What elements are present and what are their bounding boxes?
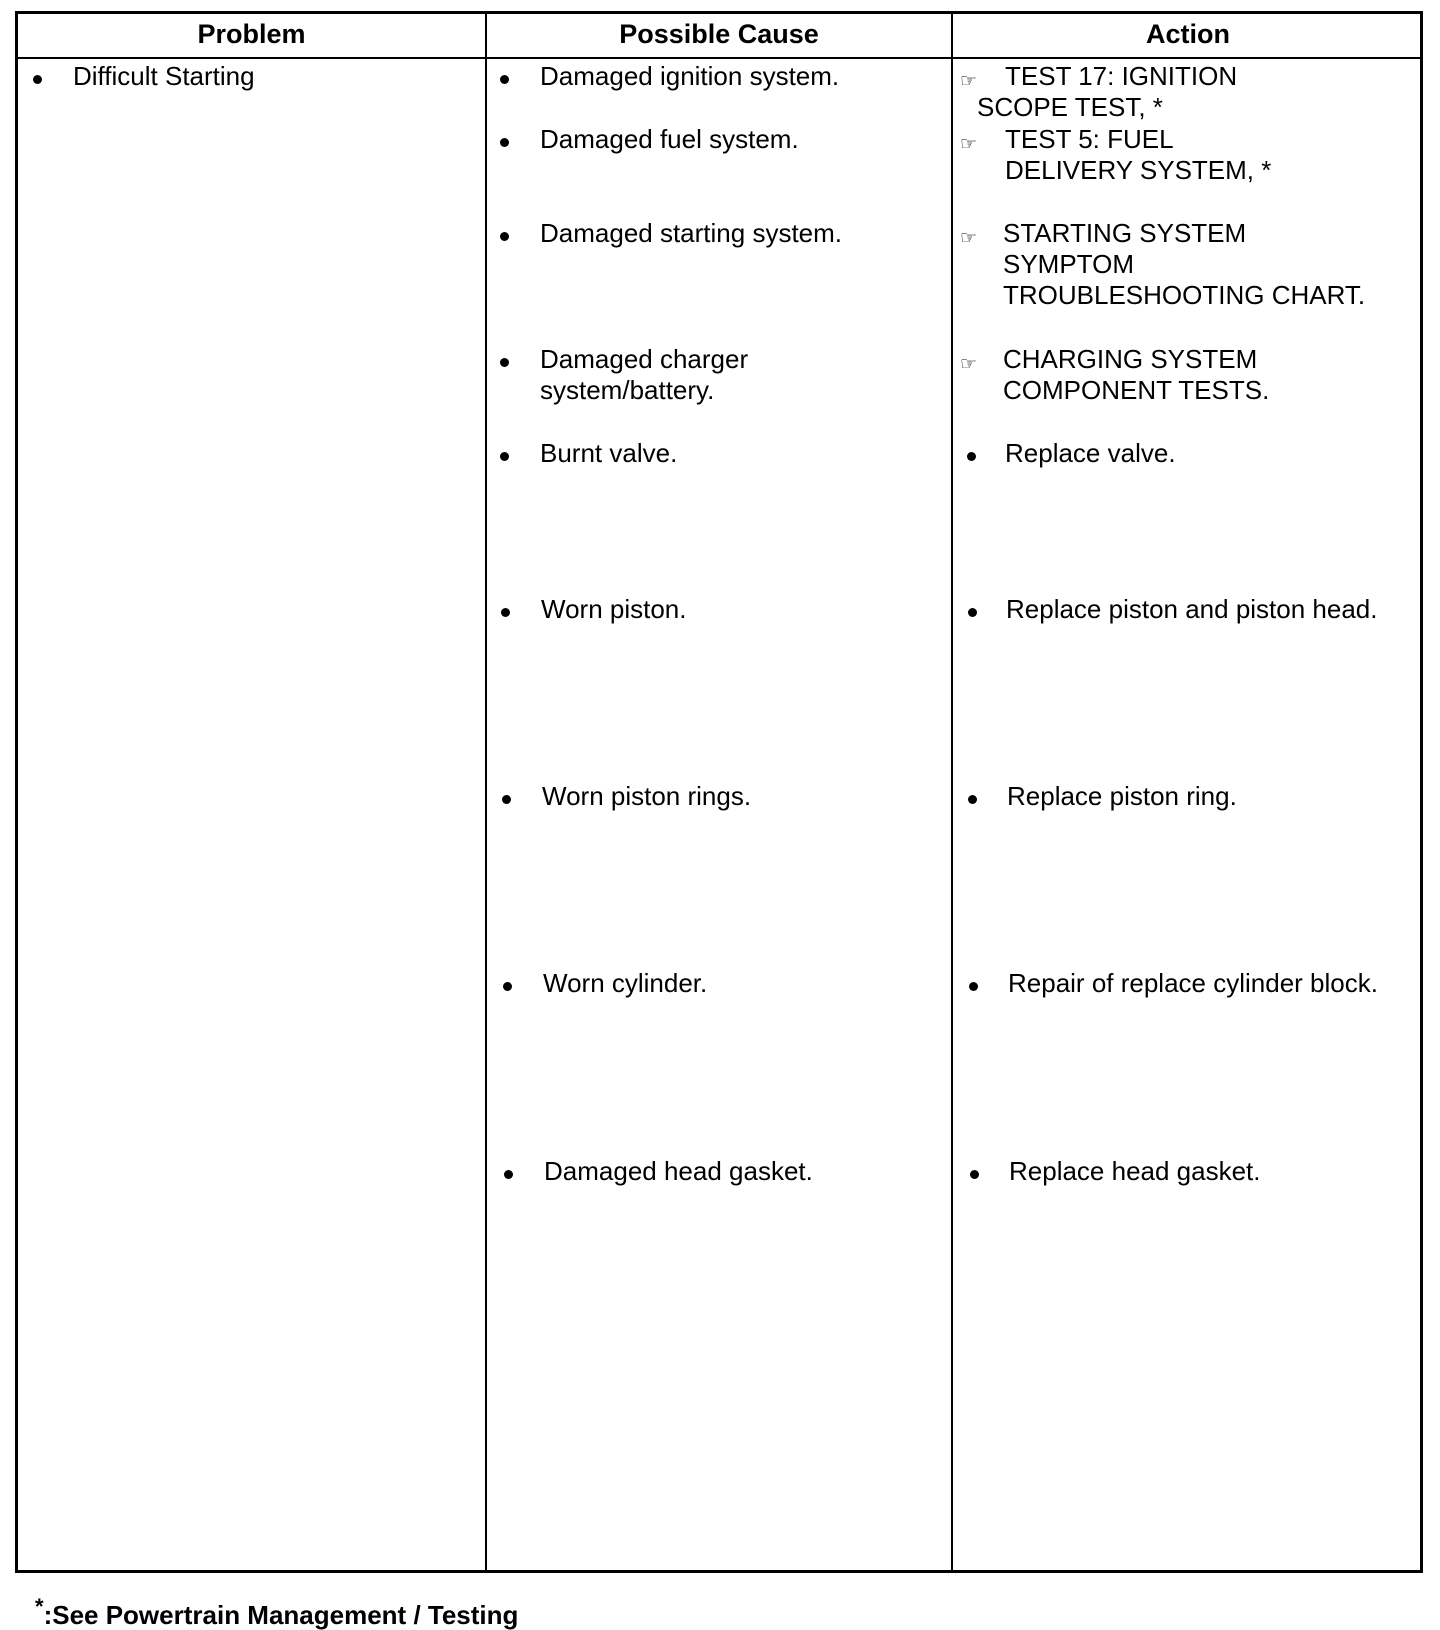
- action-bullet-icon: [970, 1170, 979, 1179]
- header-action: Action: [1146, 19, 1230, 49]
- footnote-text: :See Powertrain Management / Testing: [43, 1600, 519, 1630]
- action-item-line: SYMPTOM: [1003, 249, 1134, 279]
- cause-item: Worn piston rings.: [542, 781, 752, 811]
- column-divider-1: [485, 14, 487, 1570]
- cause-bullet-icon: [500, 138, 509, 147]
- cause-item: Damaged ignition system.: [540, 61, 840, 91]
- header-divider: [18, 57, 1420, 59]
- cause-item: Worn piston.: [541, 594, 687, 624]
- action-item: Replace valve.: [1005, 438, 1176, 468]
- cause-item: Burnt valve.: [540, 438, 678, 468]
- action-bullet-icon: [968, 795, 977, 804]
- cause-item: Worn cylinder.: [543, 968, 708, 998]
- action-item-line: STARTING SYSTEM: [1003, 218, 1247, 248]
- problem-text: Difficult Starting: [73, 61, 255, 91]
- cause-bullet-icon: [502, 795, 511, 804]
- cause-item: Damaged starting system.: [540, 218, 843, 248]
- action-item-line: DELIVERY SYSTEM, *: [1005, 155, 1272, 185]
- cause-bullet-icon: [504, 1170, 513, 1179]
- reference-hand-icon: ☞: [960, 133, 978, 155]
- action-item-line: TROUBLESHOOTING CHART.: [1003, 280, 1366, 310]
- action-item-line: CHARGING SYSTEM: [1003, 344, 1258, 374]
- reference-hand-icon: ☞: [960, 227, 978, 249]
- column-divider-2: [951, 14, 953, 1570]
- cause-item: Damaged charger system/battery.: [540, 344, 749, 405]
- action-bullet-icon: [968, 608, 977, 617]
- cause-bullet-icon: [500, 232, 509, 241]
- problem-bullet-icon: [33, 75, 42, 84]
- action-item-line: TEST 17: IGNITION: [1005, 61, 1238, 91]
- cause-bullet-icon: [501, 608, 510, 617]
- action-item-line: SCOPE TEST, *: [977, 92, 1163, 122]
- cause-item: Damaged head gasket.: [544, 1156, 813, 1186]
- action-item: Replace head gasket.: [1009, 1156, 1261, 1186]
- action-item: Repair of replace cylinder block.: [1008, 968, 1378, 998]
- action-bullet-icon: [969, 982, 978, 991]
- cause-bullet-icon: [500, 452, 509, 461]
- reference-hand-icon: ☞: [960, 353, 978, 375]
- footnote-mark: *: [35, 1594, 44, 1619]
- cause-bullet-icon: [503, 982, 512, 991]
- action-item: Replace piston and piston head.: [1006, 594, 1378, 624]
- action-item: Replace piston ring.: [1007, 781, 1237, 811]
- action-item-line: TEST 5: FUEL: [1005, 124, 1174, 154]
- action-bullet-icon: [967, 452, 976, 461]
- cause-item: Damaged fuel system.: [540, 124, 799, 154]
- cause-bullet-icon: [500, 358, 509, 367]
- action-item-line: COMPONENT TESTS.: [1003, 375, 1270, 405]
- header-possible-cause: Possible Cause: [619, 19, 819, 49]
- troubleshooting-table: [15, 11, 1423, 1573]
- header-problem: Problem: [197, 19, 306, 49]
- cause-bullet-icon: [500, 75, 509, 84]
- reference-hand-icon: ☞: [960, 70, 978, 92]
- footnote: [35, 1592, 518, 1630]
